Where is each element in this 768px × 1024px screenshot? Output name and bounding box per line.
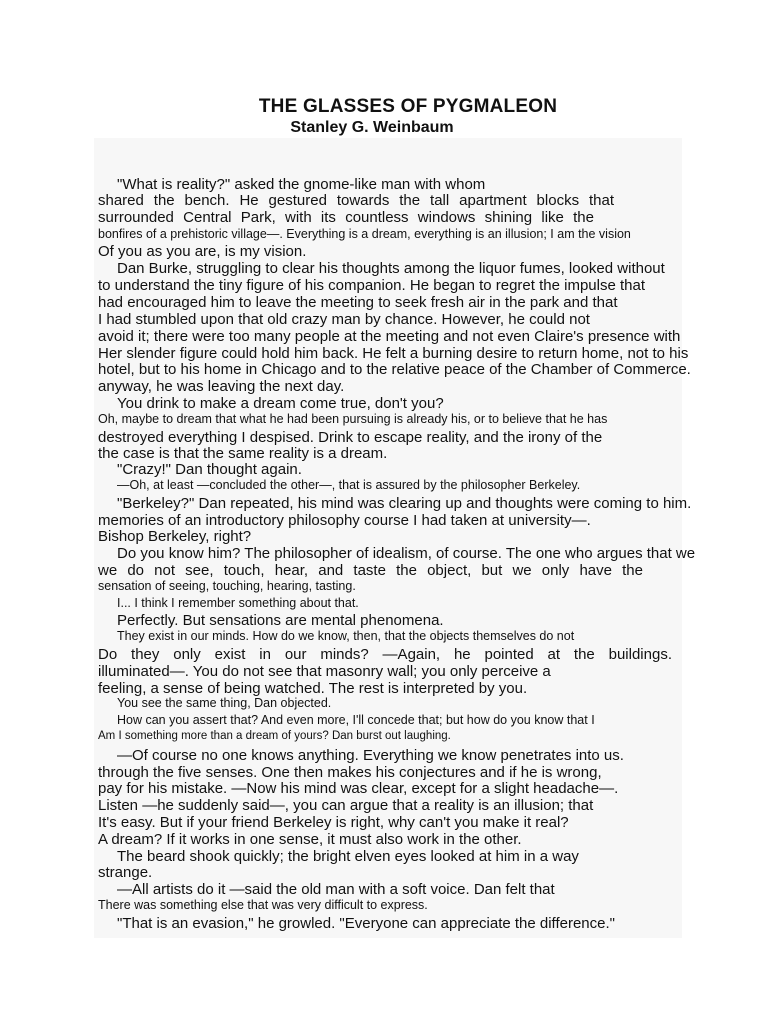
text-line: —All artists do it —said the old man with a soft voice. Dan felt that	[117, 881, 555, 898]
text-line: You see the same thing, Dan objected.	[117, 696, 332, 710]
text-line: Listen —he suddenly said—, you can argue that a reality is an illusion; that	[98, 797, 594, 814]
text-line: Do they only exist in our minds? —Again, he pointed at the buildings.	[98, 646, 672, 663]
text-line: Her slender figure could hold him back. He felt a burning desire to return home, not to his	[98, 345, 689, 362]
text-line: sensation of seeing, touching, hearing, tasting.	[98, 579, 356, 593]
text-line: Am I something more than a dream of yours? Dan burst out laughing.	[98, 730, 451, 742]
text-line: through the five senses. One then makes his conjectures and if he is wrong,	[98, 764, 602, 781]
text-line: You drink to make a dream come true, don't you?	[117, 395, 444, 412]
text-line: Do you know him? The philosopher of idealism, of course. The one who argues that we	[117, 545, 696, 562]
text-line: Oh, maybe to dream that what he had been pursuing is already his, or to believe that he has	[98, 412, 608, 426]
text-line: Perfectly. But sensations are mental phenomena.	[117, 612, 444, 629]
text-line: strange.	[98, 864, 153, 881]
text-line: avoid it; there were too many people at the meeting and not even Claire's presence with	[98, 328, 681, 345]
text-line: There was something else that was very difficult to express.	[98, 898, 428, 912]
text-line: had encouraged him to leave the meeting to seek fresh air in the park and that	[98, 294, 618, 311]
text-line: "Crazy!" Dan thought again.	[117, 461, 302, 478]
text-line: pay for his mistake. —Now his mind was clear, except for a slight headache—.	[98, 780, 619, 797]
text-line: "Berkeley?" Dan repeated, his mind was clearing up and thoughts were coming to him.	[117, 495, 692, 512]
text-line: "That is an evasion," he growled. "Everyone can appreciate the difference."	[117, 915, 615, 932]
text-line: hotel, but to his home in Chicago and to the relative peace of the Chamber of Commerce.	[98, 361, 691, 378]
text-line: anyway, he was leaving the next day.	[98, 378, 345, 395]
author-name: Stanley G. Weinbaum	[290, 119, 454, 136]
text-line: feeling, a sense of being watched. The rest is interpreted by you.	[98, 680, 528, 697]
text-line: I had stumbled upon that old crazy man by chance. However, he could not	[98, 311, 590, 328]
text-line: Bishop Berkeley, right?	[98, 528, 252, 545]
text-line: shared the bench. He gestured towards the tall apartment blocks that	[98, 192, 614, 209]
page-title: THE GLASSES OF PYGMALEON	[258, 96, 558, 117]
text-line: —Of course no one knows anything. Everything we know penetrates into us.	[117, 747, 624, 764]
text-line: Of you as you are, is my vision.	[98, 243, 307, 260]
text-line: destroyed everything I despised. Drink to escape reality, and the irony of the	[98, 429, 603, 446]
text-line: —Oh, at least —concluded the other—, that is assured by the philosopher Berkeley.	[117, 478, 581, 492]
text-line: bonfires of a prehistoric village—. Everything is a dream, everything is an illusion; I am the vision	[98, 227, 631, 241]
text-line: the case is that the same reality is a dream.	[98, 445, 388, 462]
text-line: we do not see, touch, hear, and taste the object, but we only have the	[98, 562, 643, 579]
text-line: illuminated—. You do not see that masonry wall; you only perceive a	[98, 663, 551, 680]
text-line: They exist in our minds. How do we know, then, that the objects themselves do not	[117, 629, 575, 643]
text-line: How can you assert that? And even more, I'll concede that; but how do you know that I	[117, 713, 595, 727]
text-line: to understand the tiny figure of his companion. He began to regret the impulse that	[98, 277, 646, 294]
text-line: Dan Burke, struggling to clear his thoughts among the liquor fumes, looked without	[117, 260, 665, 277]
text-line: "What is reality?" asked the gnome-like man with whom	[117, 176, 486, 193]
text-line: The beard shook quickly; the bright elven eyes looked at him in a way	[117, 848, 579, 865]
text-line: I... I think I remember something about that.	[117, 596, 359, 610]
text-line: A dream? If it works in one sense, it must also work in the other.	[98, 831, 522, 848]
text-line: It's easy. But if your friend Berkeley is right, why can't you make it real?	[98, 814, 569, 831]
text-line: memories of an introductory philosophy course I had taken at university—.	[98, 512, 591, 529]
text-line: surrounded Central Park, with its countless windows shining like the	[98, 209, 594, 226]
